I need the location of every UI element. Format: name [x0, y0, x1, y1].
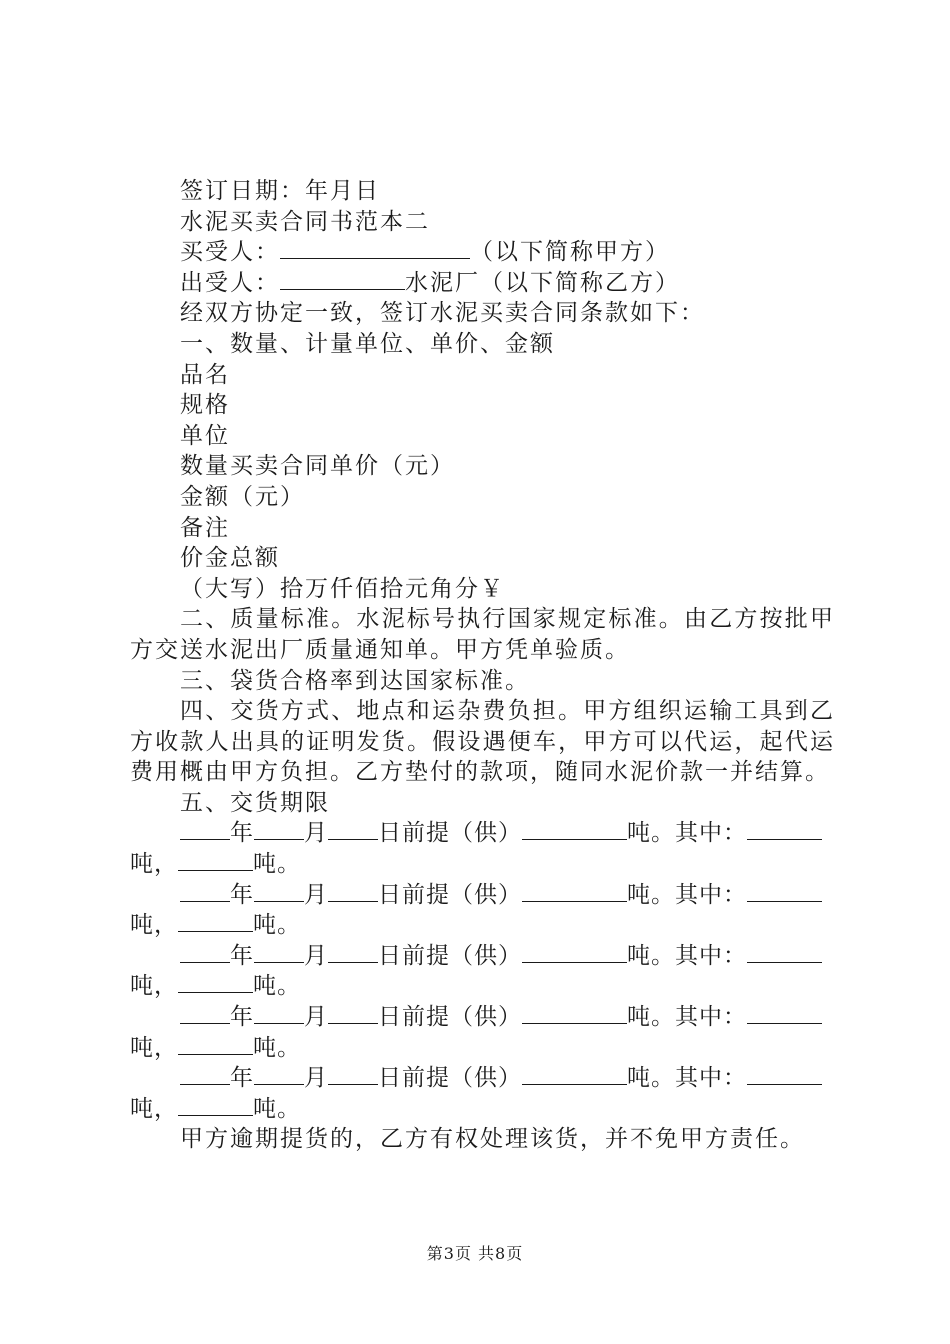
buyer-line	[130, 237, 835, 268]
section-2-quality: 二、质量标准。水泥标号执行国家规定标准。由乙方按批甲方交送水泥出厂质量通知单。甲方凭单验质。	[130, 606, 835, 663]
blank-month	[254, 819, 304, 840]
blank-year	[180, 1003, 230, 1024]
blank-tons-b	[178, 850, 253, 871]
blank-tons-a	[747, 881, 822, 902]
field-amount: 金额（元）	[180, 483, 305, 510]
seller-blank	[280, 269, 405, 290]
section-1-heading: 一、数量、计量单位、单价、金额	[180, 330, 555, 357]
schedule-row: 年 月 日前提（供） 吨。其中： 吨， 吨。	[130, 1002, 835, 1063]
blank-day	[328, 819, 378, 840]
field-unit: 单位	[180, 422, 230, 449]
buyer-label: 买受人：	[180, 239, 280, 266]
schedule-row: 年 月 日前提（供） 吨。其中： 吨， 吨。	[130, 880, 835, 941]
blank-month	[254, 1003, 304, 1024]
sign-date: 签订日期：年月日	[180, 178, 380, 204]
total-in-capitals: （大写）拾万仟佰拾元角分￥	[180, 575, 505, 602]
delivery-schedule	[130, 818, 835, 1124]
blank-month	[254, 881, 304, 902]
blank-day	[328, 881, 378, 902]
seller-line	[130, 268, 835, 299]
blank-tons-a	[747, 1064, 822, 1085]
blank-year	[180, 1064, 230, 1085]
buyer-blank	[280, 238, 470, 259]
seller-label: 出受人：	[180, 269, 280, 296]
field-quantity-price: 数量买卖合同单价（元）	[180, 453, 455, 480]
section-5-heading: 五、交货期限	[180, 789, 330, 816]
field-remarks: 备注	[180, 514, 230, 541]
schedule-row: 年 月 日前提（供） 吨。其中： 吨， 吨。	[130, 818, 835, 879]
blank-day	[328, 1003, 378, 1024]
overdue-clause: 甲方逾期提货的，乙方有权处理该货，并不免甲方责任。	[180, 1126, 805, 1153]
schedule-row: 年 月 日前提（供） 吨。其中： 吨， 吨。	[130, 1063, 835, 1124]
section-3-bags: 三、袋货合格率到达国家标准。	[180, 667, 530, 694]
blank-tons-a	[747, 819, 822, 840]
blank-tons	[522, 881, 627, 902]
blank-tons	[522, 1064, 627, 1085]
blank-month	[254, 942, 304, 963]
field-total: 价金总额	[180, 545, 280, 572]
blank-year	[180, 942, 230, 963]
document-body	[130, 176, 835, 1155]
blank-year	[180, 881, 230, 902]
blank-tons-b	[178, 911, 253, 932]
blank-year	[180, 819, 230, 840]
buyer-suffix: （以下简称甲方）	[470, 239, 670, 266]
blank-month	[254, 1064, 304, 1085]
seller-suffix: 水泥厂（以下简称乙方）	[405, 269, 680, 296]
agreement-text: 经双方协定一致，签订水泥买卖合同条款如下：	[180, 300, 705, 327]
page-footer: 第3页 共8页	[426, 1244, 524, 1263]
blank-tons	[522, 1003, 627, 1024]
section-4-delivery: 四、交货方式、地点和运杂费负担。甲方组织运输工具到乙方收款人出具的证明发货。假设遇便车，甲方可以代运，起代运费用概由甲方负担。乙方垫付的款项，随同水泥价款一并结算。	[130, 698, 835, 786]
blank-tons-a	[747, 1003, 822, 1024]
field-spec: 规格	[180, 392, 230, 419]
blank-tons	[522, 819, 627, 840]
contract-title: 水泥买卖合同书范本二	[180, 208, 430, 235]
blank-tons-b	[178, 1034, 253, 1055]
blank-day	[328, 942, 378, 963]
blank-tons-b	[178, 972, 253, 993]
blank-tons-b	[178, 1095, 253, 1116]
blank-day	[328, 1064, 378, 1085]
blank-tons-a	[747, 942, 822, 963]
blank-tons	[522, 942, 627, 963]
schedule-row: 年 月 日前提（供） 吨。其中： 吨， 吨。	[130, 941, 835, 1002]
field-product-name: 品名	[180, 361, 230, 388]
